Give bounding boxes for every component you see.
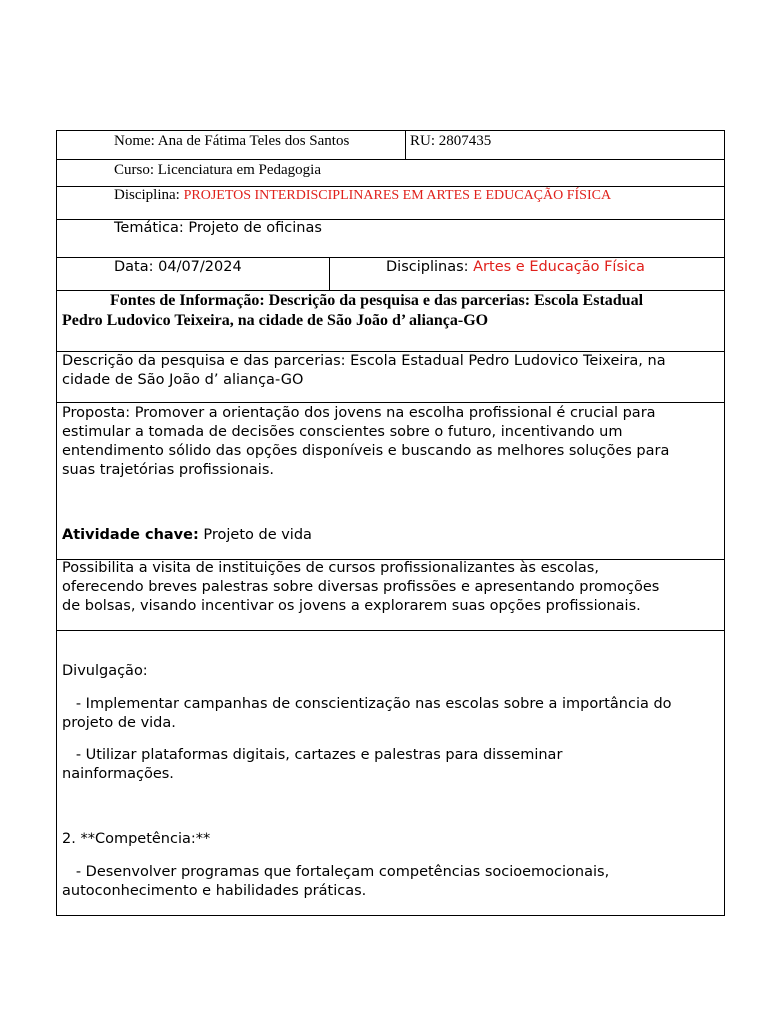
divulgation-item-2-line-1: - Utilizar plataformas digitais, cartazes e palestras para disseminar <box>62 747 563 763</box>
key-activity-label: Atividade chave: <box>62 527 199 543</box>
proposal-line-4: suas trajetórias profissionais. <box>62 462 274 478</box>
course-text: Curso: Licenciatura em Pedagogia <box>114 162 322 178</box>
competence-item-line-1: - Desenvolver programas que fortaleçam competências socioemocionais, <box>62 864 610 880</box>
discipline-line <box>114 187 611 204</box>
visit-line-1: Possibilita a visita de instituições de cursos profissionalizantes às escolas, <box>62 560 599 576</box>
discipline-label: Disciplina: <box>114 187 180 203</box>
discipline-value: PROJETOS INTERDISCIPLINARES EM ARTES E EDUCAÇÃO FÍSICA <box>183 188 612 203</box>
disciplines-value: Artes e Educação Física <box>473 259 645 275</box>
competence-title: 2. **Competência:** <box>62 831 211 847</box>
date-text: Data: 04/07/2024 <box>114 259 242 275</box>
sources-line-2: Pedro Ludovico Teixeira, na cidade de São João d’ aliança-GO <box>62 312 489 329</box>
key-activity-value: Projeto de vida <box>198 527 312 543</box>
proposal-line-3: entendimento sólido das opções disponíveis e buscando as melhores soluções para <box>62 443 670 459</box>
student-name: Nome: Ana de Fátima Teles dos Santos <box>114 133 350 149</box>
divulgation-item-2-line-2: nainformações. <box>62 766 174 782</box>
divulgation-title: Divulgação: <box>62 663 148 679</box>
competence-item-line-2: autoconhecimento e habilidades práticas. <box>62 883 367 899</box>
proposal-line-2: estimular a tomada de decisões conscientes sobre o futuro, incentivando um <box>62 424 623 440</box>
divulgation-item-1-line-2: projeto de vida. <box>62 715 176 731</box>
research-line-2: cidade de São João d’ aliança-GO <box>62 372 304 388</box>
research-line-1: Descrição da pesquisa e das parcerias: Escola Estadual Pedro Ludovico Teixeira, na <box>62 353 666 369</box>
proposal-line-1: Proposta: Promover a orientação dos jovens na escolha profissional é crucial para <box>62 405 656 421</box>
disciplines-line <box>386 259 645 275</box>
disciplines-label: Disciplinas: <box>386 259 469 275</box>
visit-line-3: de bolsas, visando incentivar os jovens a explorarem suas opções profissionais. <box>62 598 641 614</box>
key-activity-line <box>62 527 312 543</box>
divulgation-item-1-line-1: - Implementar campanhas de conscientização nas escolas sobre a importância do <box>62 696 672 712</box>
ru-number: RU: 2807435 <box>410 133 492 149</box>
sources-line-1: Fontes de Informação: Descrição da pesquisa e das parcerias: Escola Estadual <box>110 292 644 309</box>
theme-text: Temática: Projeto de oficinas <box>114 220 322 236</box>
visit-line-2: oferecendo breves palestras sobre diversas profissões e apresentando promoções <box>62 579 660 595</box>
